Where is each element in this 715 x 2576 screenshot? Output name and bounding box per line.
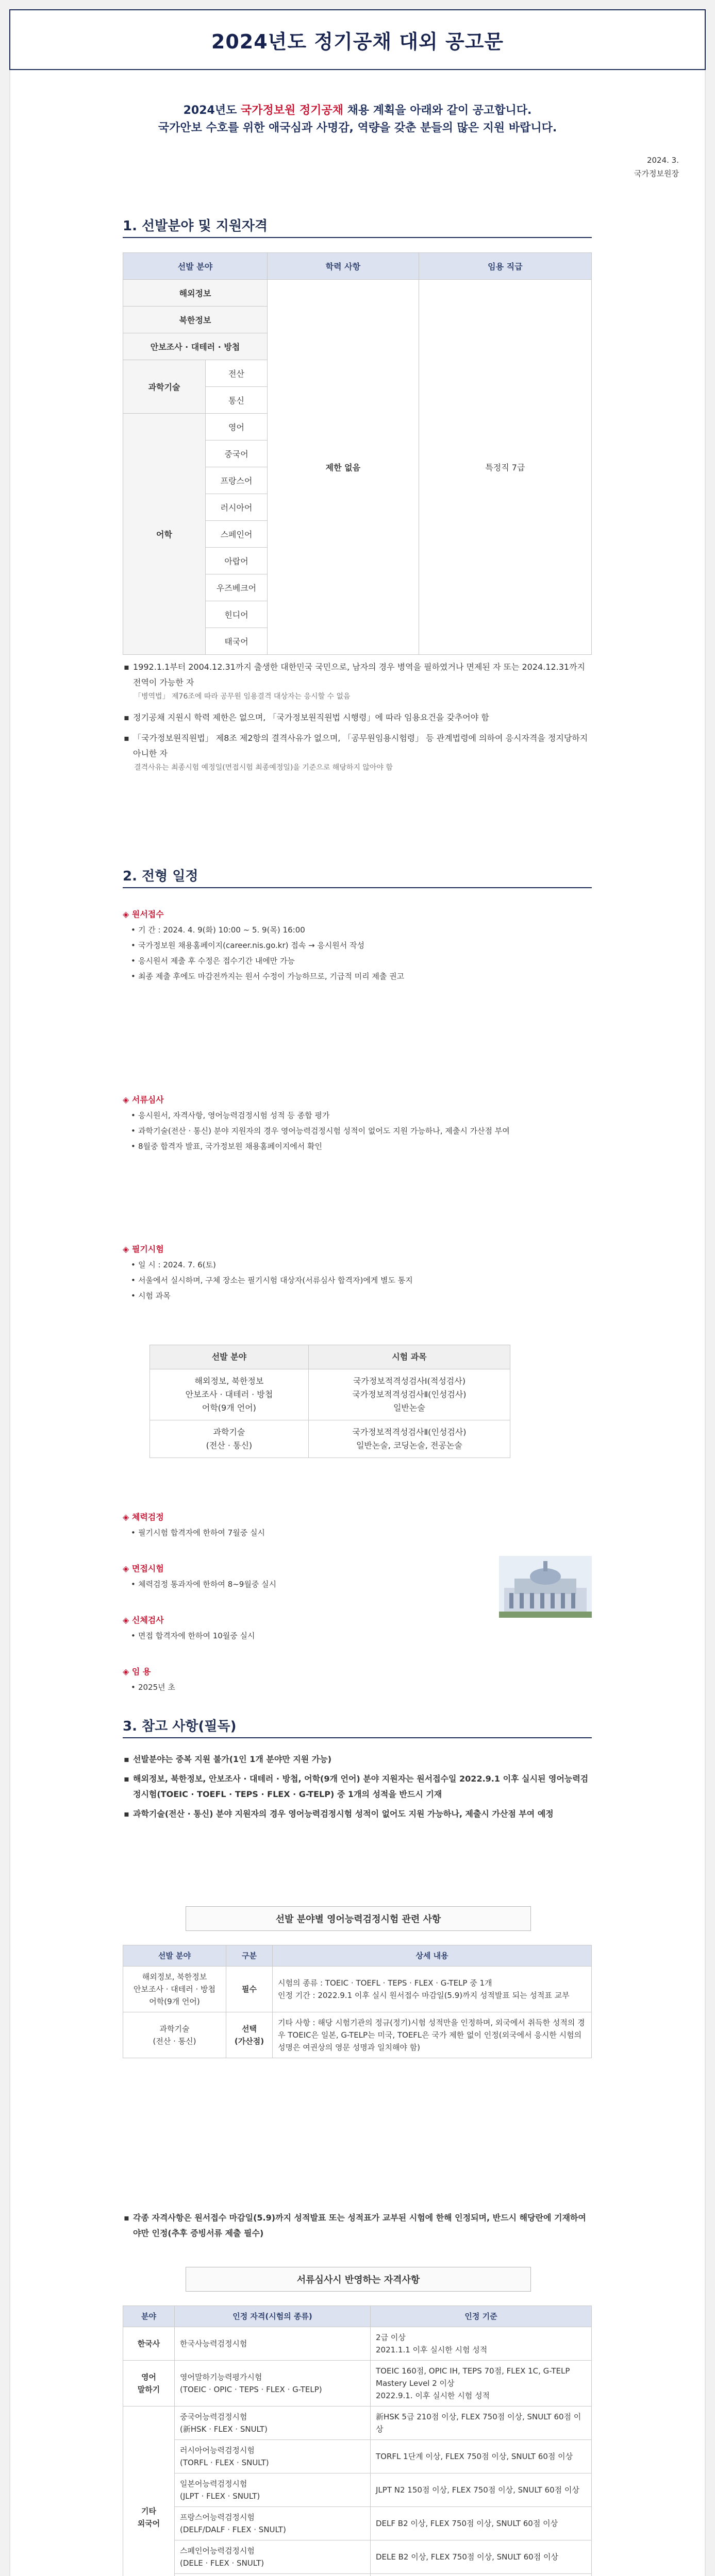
subfield-cell: 러시아어 xyxy=(206,494,268,521)
box1-detail: 기타 사항 : 해당 시험기관의 정규(정기)시험 성적만을 인정하며, 외국에서 취득한 성적의 경우 TOEIC은 일본, G-TELP는 미국, TOEFL은 국가 제한 없이 인정(외국에서 응시한 시험의 성명은 여권상의 영문 성명과 일치해야 함) xyxy=(273,2012,592,2058)
qual-area: 한국사 xyxy=(123,2327,175,2361)
section1-rule xyxy=(123,237,592,238)
box1-field: 해외정보, 북한정보 안보조사 · 대테러 · 방첩 어학(9개 언어) xyxy=(123,1967,226,2012)
qualification-box-caption: 서류심사시 반영하는 자격사항 xyxy=(186,2267,531,2292)
qual-name xyxy=(175,2574,371,2576)
bullet: ▪ 정기공채 지원시 학력 제한은 없으며, 「국가정보원직원법 시행령」에 따라 임용요건을 갖추어야 함 xyxy=(123,710,592,725)
qual-area: 영어 말하기 xyxy=(123,2361,175,2406)
stage-item: • 일 시 : 2024. 7. 6(토) xyxy=(123,1257,592,1273)
stage-item: • 응시원서, 자격사항, 영어능력검정시험 성적 등 종합 평가 xyxy=(123,1108,592,1123)
stage-item: • 면접 합격자에 한하여 10월중 실시 xyxy=(123,1628,484,1643)
intro-prefix: 2024년도 xyxy=(183,104,241,117)
col-field: 선발 분야 xyxy=(150,1345,309,1369)
qual-name: 한국사능력검정시험 xyxy=(175,2327,371,2361)
exam-field: 과학기술 (전산 · 통신) xyxy=(150,1420,309,1458)
col-field: 선발 분야 xyxy=(123,253,268,280)
intro-line-2: 국가안보 수호를 위한 애국심과 사명감, 역량을 갖춘 분들의 많은 지원 바랍니다. xyxy=(158,122,557,134)
box1-kind: 선택 (가산점) xyxy=(226,2012,273,2058)
bullet: ▪ 1992.1.1부터 2004.12.31까지 출생한 대한민국 국민으로, 남자의 경우 병역을 필하였거나 면제된 자 또는 2024.12.31까지 전역이 가능한 자 xyxy=(123,659,592,690)
stage-head: ◈ 체력검정 xyxy=(123,1510,592,1525)
qual-standard: 新HSK 5급 210점 이상, FLEX 750점 이상, SNULT 60점 이상 xyxy=(371,2406,592,2440)
qual-name: 중국어능력검정시험 (新HSK · FLEX · SNULT) xyxy=(175,2406,371,2440)
qual-standard: TORFL 1단계 이상, FLEX 750점 이상, SNULT 60점 이상 xyxy=(371,2440,592,2473)
section3-after-bullet xyxy=(123,2210,592,2241)
stage-item: • 과학기술(전산 · 통신) 분야 지원자의 경우 영어능력검정시험 성적이 없어도 지원 가능하나, 제출시 가산점 부여 xyxy=(123,1123,592,1139)
col-subjects: 시험 과목 xyxy=(308,1345,510,1369)
subfield-cell: 중국어 xyxy=(206,440,268,467)
bullet: ▪ 과학기술(전산 · 통신) 분야 지원자의 경우 영어능력검정시험 성적이 없어도 지원 가능하나, 제출시 가산점 부여 예정 xyxy=(123,1806,592,1822)
field-cell: 북한정보 xyxy=(123,307,268,333)
intro-line-1 xyxy=(0,102,715,120)
note: 「병역법」 제76조에 따라 공무원 임용결격 대상자는 응시할 수 없음 xyxy=(134,692,351,701)
title-box xyxy=(9,9,706,70)
exam-subjects: 국가정보적격성검사Ⅱ(인성검사) 일반논술, 코딩논술, 전공논술 xyxy=(308,1420,510,1458)
qual-standard: DELF B2 이상, FLEX 750점 이상, SNULT 60점 이상 xyxy=(371,2507,592,2540)
stage-item: • 2025년 초 xyxy=(123,1680,484,1695)
stage-item: • 필기시험 합격자에 한하여 7월중 실시 xyxy=(123,1525,592,1540)
stage-interview xyxy=(123,1556,484,1592)
col-qualification: 인정 자격(시험의 종류) xyxy=(175,2306,371,2327)
col-field: 선발 분야 xyxy=(123,1945,226,1967)
education-cell: 제한 없음 xyxy=(268,280,419,655)
subfield-cell: 태국어 xyxy=(206,628,268,655)
bullet: ▪ 「국가정보원직원법」 제8조 제2항의 결격사유가 없으며, 「공무원임용시험령」 등 관계법령에 의하여 응시자격을 정지당하지 아니한 자 xyxy=(123,731,592,761)
box1-kind: 필수 xyxy=(226,1967,273,2012)
exam-subjects: 국가정보적격성검사Ⅰ(적성검사) 국가정보적격성검사Ⅱ(인성검사) 일반논술 xyxy=(308,1369,510,1420)
intro-highlight: 국가정보원 정기공채 xyxy=(241,104,343,117)
subfield-cell: 아랍어 xyxy=(206,548,268,574)
exam-subject-table xyxy=(149,1345,510,1458)
section3-title: 3. 참고 사항(필독) xyxy=(123,1719,237,1734)
qualification-table xyxy=(123,2306,592,2576)
section1-table xyxy=(123,252,592,655)
stage-head: ◈ 신체검사 xyxy=(123,1613,484,1628)
qual-name: 프랑스어능력검정시험 (DELF/DALF · FLEX · SNULT) xyxy=(175,2507,371,2540)
stage-item: • 서울에서 실시하며, 구체 장소는 필기시험 대상자(서류심사 합격자)에게 별도 통지 xyxy=(123,1273,592,1288)
box1-field: 과학기술 (전산 · 통신) xyxy=(123,2012,226,2058)
subfield-cell: 전산 xyxy=(206,360,268,387)
stage-item: • 8월중 합격자 발표, 국가정보원 채용홈페이지에서 확인 xyxy=(123,1139,592,1154)
qual-name: 일본어능력검정시험 (JLPT · FLEX · SNULT) xyxy=(175,2473,371,2507)
exam-field: 해외정보, 북한정보 안보조사 · 대테러 · 방첩 어학(9개 언어) xyxy=(150,1369,309,1420)
stage-written-exam xyxy=(123,1236,592,1303)
stage-item: • 응시원서 제출 후 수정은 접수기간 내에만 가능 xyxy=(123,953,592,969)
stage-application xyxy=(123,902,592,984)
field-cell: 과학기술 xyxy=(123,360,206,414)
col-area: 분야 xyxy=(123,2306,175,2327)
box1-detail: 시험의 종류 : TOEIC · TOEFL · TEPS · FLEX · G-TELP 중 1개 인정 기간 : 2022.9.1 이후 실시 원서접수 마감일(5.9)까지 성적발표 되는 성적표 교부 xyxy=(273,1967,592,2012)
qual-standard: TOEIC 160점, OPIC IH, TEPS 70점, FLEX 1C, G-TELP Mastery Level 2 이상 2022.9.1. 이후 실시한 시험 성적 xyxy=(371,2361,592,2406)
subfield-cell: 우즈베크어 xyxy=(206,574,268,601)
intro xyxy=(0,102,715,137)
subfield-cell: 스페인어 xyxy=(206,521,268,548)
stage-head: ◈ 임 용 xyxy=(123,1664,484,1680)
stage-item: • 체력검정 통과자에 한하여 8~9월중 실시 xyxy=(123,1577,484,1592)
section2-rule xyxy=(123,887,592,888)
section1-notes xyxy=(123,659,592,774)
page-title: 2024년도 정기공채 대외 공고문 xyxy=(211,30,504,53)
field-cell: 해외정보 xyxy=(123,280,268,307)
qual-standard: DELE B2 이상, FLEX 750점 이상, SNULT 60점 이상 xyxy=(371,2540,592,2574)
stage-head: ◈ 필기시험 xyxy=(123,1242,592,1257)
qual-standard: 2급 이상 2021.1.1 이후 실시한 시험 성적 xyxy=(371,2327,592,2361)
stage-document-review xyxy=(123,1087,592,1154)
col-standard: 인정 기준 xyxy=(371,2306,592,2327)
section3-rule xyxy=(123,1737,592,1738)
stage-head: ◈ 서류심사 xyxy=(123,1092,592,1108)
section1-title: 1. 선발분야 및 지원자격 xyxy=(123,218,268,234)
subfield-cell: 영어 xyxy=(206,414,268,440)
section2-title: 2. 전형 일정 xyxy=(123,869,198,884)
signature xyxy=(634,154,679,180)
subfield-cell: 프랑스어 xyxy=(206,467,268,494)
bullet: ▪ 해외정보, 북한정보, 안보조사 · 대테러 · 방첩, 어학(9개 언어) 분야 지원자는 원서접수일 2022.9.1 이후 실시된 영어능력검정시험(TOEIC · TOEFL · TEPS · FLEX · G-TELP) 중 1개의 성적을 반드시 기재 xyxy=(123,1771,592,1802)
qual-name: 영어말하기능력평가시험 (TOEIC · OPIC · TEPS · FLEX · G-TELP) xyxy=(175,2361,371,2406)
qual-name: 스페인어능력검정시험 (DELE · FLEX · SNULT) xyxy=(175,2540,371,2574)
col-detail: 상세 내용 xyxy=(273,1945,592,1967)
bullet: ▪ 선발분야는 중복 지원 불가(1인 1개 분야만 지원 가능) xyxy=(123,1752,592,1767)
qual-area: 기타 외국어 xyxy=(123,2406,175,2576)
subfield-cell: 통신 xyxy=(206,387,268,414)
english-requirement-table xyxy=(123,1945,592,2058)
stage-head: ◈ 면접시험 xyxy=(123,1561,484,1577)
qual-name: 러시아어능력검정시험 (TORFL · FLEX · SNULT) xyxy=(175,2440,371,2473)
stage-medical xyxy=(123,1607,484,1643)
english-box-caption: 선발 분야별 영어능력검정시험 관련 사항 xyxy=(186,1906,531,1931)
field-cell: 어학 xyxy=(123,414,206,655)
stage-head: ◈ 원서접수 xyxy=(123,907,592,922)
qual-standard: JLPT N2 150점 이상, FLEX 750점 이상, SNULT 60점 이상 xyxy=(371,2473,592,2507)
signature-issuer: 국가정보원장 xyxy=(634,169,679,178)
stage-physical xyxy=(123,1504,592,1540)
section3-bullets xyxy=(123,1752,592,1822)
col-education: 학력 사항 xyxy=(268,253,419,280)
stage-item: • 국가정보원 채용홈페이지(career.nis.go.kr) 접속 → 응시원서 작성 xyxy=(123,938,592,953)
field-cell: 안보조사 · 대테러 · 방첩 xyxy=(123,333,268,360)
col-kind: 구분 xyxy=(226,1945,273,1967)
stage-appointment xyxy=(123,1659,484,1695)
stage-item: • 시험 과목 xyxy=(123,1288,592,1303)
intro-suffix: 채용 계획을 아래와 같이 공고합니다. xyxy=(343,104,532,117)
subfield-cell: 힌디어 xyxy=(206,601,268,628)
bullet: ▪ 각종 자격사항은 원서접수 마감일(5.9)까지 성적발표 또는 성적표가 교부된 시험에 한해 인정되며, 반드시 해당란에 기재하여야만 인정(추후 증빙서류 제출 필수) xyxy=(123,2210,592,2241)
rank-cell: 특정직 7급 xyxy=(419,280,591,655)
note: 결격사유는 최종시험 예정일(면접시험 최종예정일)을 기준으로 해당하지 않아야 함 xyxy=(134,764,393,772)
col-rank: 임용 직급 xyxy=(419,253,591,280)
stage-item: • 기 간 : 2024. 4. 9(화) 10:00 ~ 5. 9(목) 16:00 xyxy=(123,922,592,938)
signature-date: 2024. 3. xyxy=(646,156,679,165)
stage-item: • 최종 제출 후에도 마감전까지는 원서 수정이 가능하므로, 기급적 미리 제출 권고 xyxy=(123,969,592,984)
qual-standard xyxy=(371,2574,592,2576)
nis-building-illustration xyxy=(499,1556,592,1618)
